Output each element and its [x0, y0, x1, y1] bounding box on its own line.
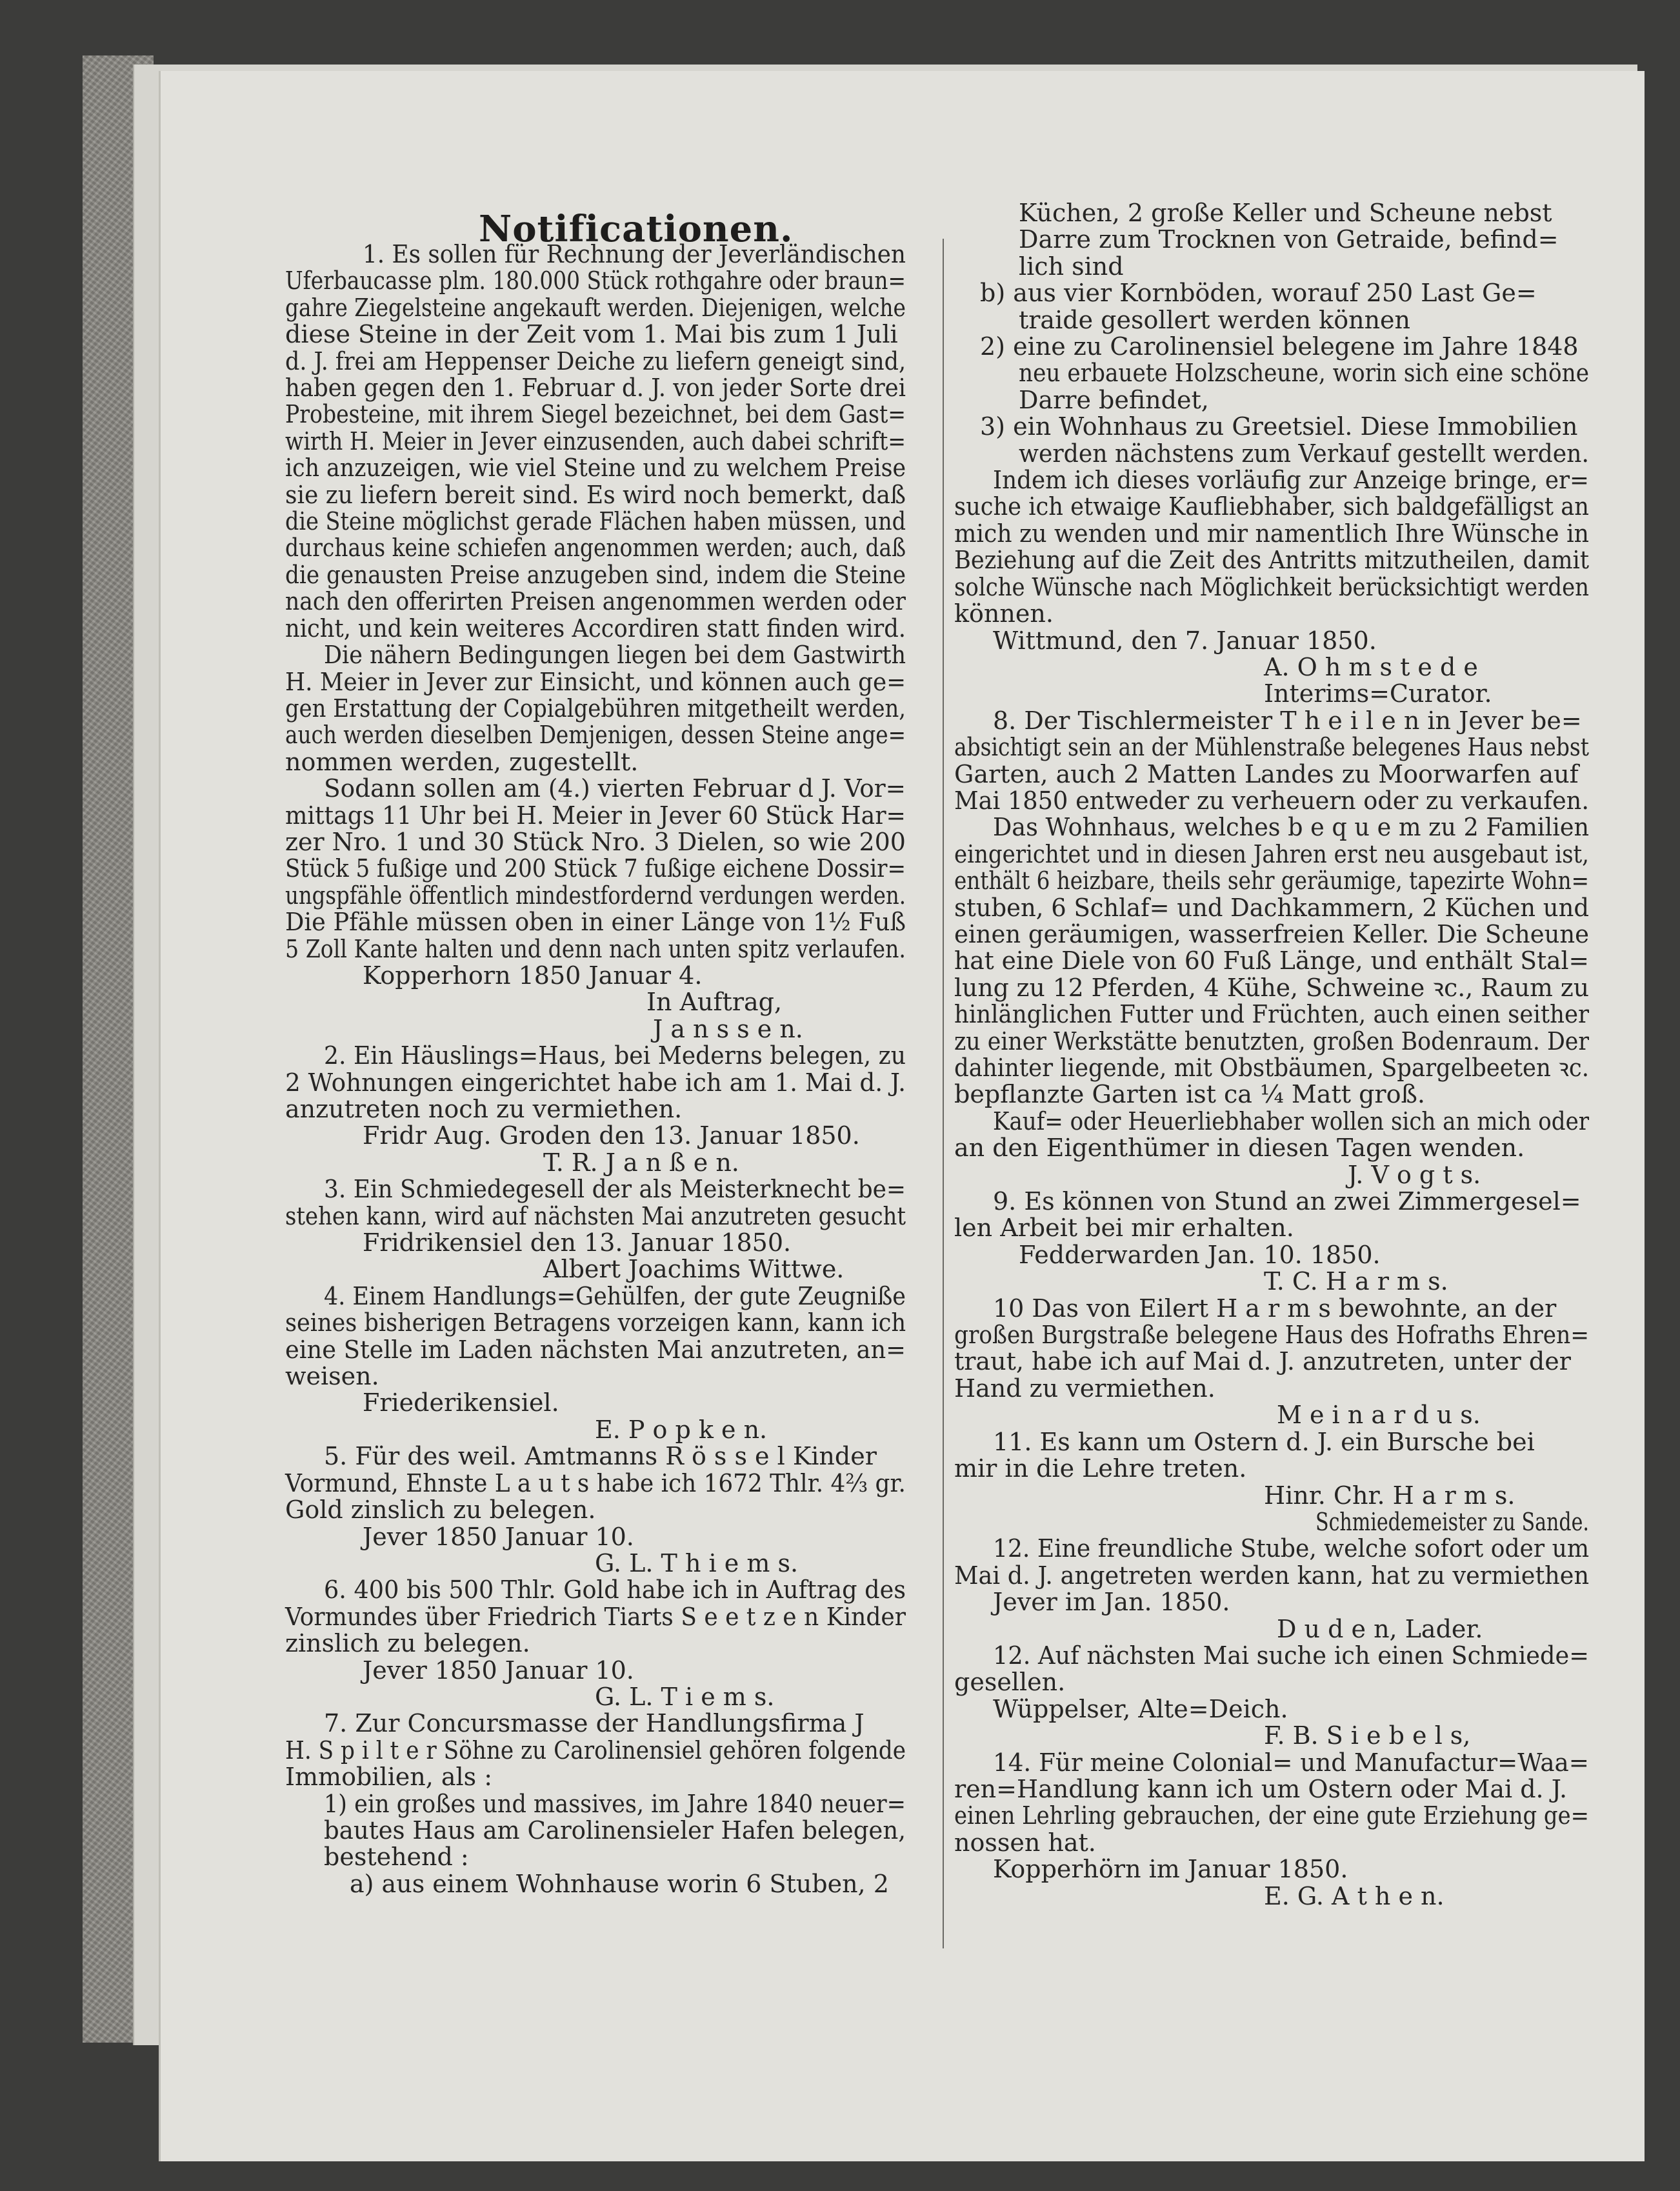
right-column [954, 200, 1589, 1910]
signature-line: J. V o g t s. [1348, 1160, 1481, 1189]
text-line: H. Meier in Jever zur Einsicht, und können auch ge= [285, 667, 906, 696]
text-line: nommen werden, zugestellt. [285, 747, 639, 776]
text-line: Fridrikensiel den 13. Januar 1850. [363, 1228, 792, 1257]
text-line: bautes Haus am Carolinensieler Hafen belegen, [324, 1816, 906, 1845]
text-line: mich zu wenden und mir namentlich Ihre Wünsche in [954, 519, 1590, 548]
text-line: Gold zinslich zu belegen. [285, 1496, 596, 1525]
text-line: seines bisherigen Betragens vorzeigen kann, kann ich [285, 1308, 906, 1337]
signature-line: M e i n a r d u s. [1277, 1401, 1481, 1430]
text-line: Probesteine, mit ihrem Siegel bezeichnet, bei dem Gast= [285, 400, 906, 429]
text-line: mittags 11 Uhr bei H. Meier in Jever 60 Stück Har= [285, 801, 906, 830]
text-line: nicht, und kein weiteres Accordiren statt finden wird. [285, 614, 906, 643]
text-line: b) aus vier Kornböden, worauf 250 Last Ge= [980, 279, 1537, 308]
text-line: mir in die Lehre treten. [954, 1454, 1247, 1483]
text-line: 1. Es sollen für Rechnung der Jeverländischen [363, 240, 906, 268]
text-line: Die nähern Bedingungen liegen bei dem Gastwirth [324, 641, 906, 670]
text-line: 6. 400 bis 500 Thlr. Gold habe ich in Auftrag des [324, 1576, 906, 1605]
text-line: Hand zu vermiethen. [954, 1374, 1215, 1403]
text-line: dahinter liegende, mit Obstbäumen, Spargelbeeten ꝛc. [954, 1054, 1590, 1082]
text-line: Kauf= oder Heuerliebhaber wollen sich an mich oder [993, 1106, 1590, 1136]
text-line: Mai 1850 entweder zu verheuern oder zu verkaufen. [954, 786, 1590, 815]
text-line: len Arbeit bei mir erhalten. [954, 1214, 1294, 1243]
text-line: absichtigt sein an der Mühlenstraße belegenes Haus nebst [954, 733, 1589, 762]
signature-line: Albert Joachims Wittwe. [543, 1255, 845, 1284]
text-line: enthält 6 heizbare, theils sehr geräumige, tapezirte Wohn= [954, 866, 1589, 895]
text-line: Darre befindet, [1019, 385, 1209, 414]
text-line: stehen kann, wird auf nächsten Mai anzutreten gesucht [285, 1201, 906, 1230]
signature-line: J a n s s e n. [653, 1014, 803, 1043]
signature-line: Schmiedemeister zu Sande. [1315, 1507, 1589, 1536]
text-line: an den Eigenthümer in diesen Tagen wenden. [954, 1134, 1525, 1163]
signature-line: Interims=Curator. [1264, 679, 1492, 708]
text-line: Darre zum Trocknen von Getraide, befind= [1019, 225, 1559, 254]
text-line: durchaus keine schiefen angenommen werden; auch, daß [285, 534, 906, 563]
text-line: 8. Der Tischlermeister T h e i l e n in Jever be= [993, 706, 1582, 735]
text-line: Garten, auch 2 Matten Landes zu Moorwarfen auf [954, 759, 1579, 788]
signature-line: D u d e n, Lader. [1277, 1614, 1483, 1643]
signature-line: F. B. S i e b e l s, [1264, 1721, 1471, 1750]
text-line: einen Lehrling gebrauchen, der eine gute Erziehung ge= [954, 1801, 1589, 1830]
text-line: ungspfähle öffentlich mindestfordernd verdungen werden. [285, 881, 906, 910]
text-line: diese Steine in der Zeit vom 1. Mai bis zum 1 Juli [285, 320, 898, 349]
text-line: traide gesollert werden können [1019, 305, 1410, 334]
text-line: nach den offerirten Preisen angenommen werden oder [285, 587, 906, 616]
text-line: gahre Ziegelsteine angekauft werden. Diejenigen, welche [285, 293, 906, 322]
text-line: einen geräumigen, wasserfreien Keller. Die Scheune [954, 919, 1589, 948]
text-line: Küchen, 2 große Keller und Scheune nebst [1019, 199, 1552, 227]
signature-line: E. P o p k e n. [595, 1415, 768, 1444]
text-line: Friederikensiel. [363, 1388, 559, 1417]
text-line: 11. Es kann um Ostern d. J. ein Bursche bei [993, 1427, 1535, 1456]
text-line: 4. Einem Handlungs=Gehülfen, der gute Zeugniße [324, 1281, 906, 1310]
signature-line: G. L. T h i e m s. [595, 1548, 799, 1577]
signature-line: Hinr. Chr. H a r m s. [1264, 1481, 1515, 1510]
signature-line: T. C. H a r m s. [1264, 1267, 1448, 1296]
text-line: ren=Handlung kann ich um Ostern oder Mai d. J. [954, 1774, 1568, 1803]
text-line: wirth H. Meier in Jever einzusenden, auch dabei schrift= [285, 426, 906, 455]
column-divider [943, 239, 944, 1948]
text-line: Indem ich dieses vorläufig zur Anzeige bringe, er= [993, 466, 1589, 495]
text-line: sie zu liefern bereit sind. Es wird noch bemerkt, daß [285, 480, 906, 509]
text-line: 2. Ein Häuslings=Haus, bei Mederns belegen, zu [324, 1041, 906, 1070]
text-line: Die Pfähle müssen oben in einer Länge von 1½ Fuß [285, 908, 906, 937]
text-line: Uferbaucasse plm. 180.000 Stück rothgahre oder braun= [285, 266, 906, 295]
text-line: ich anzuzeigen, wie viel Steine und zu welchem Preise [285, 454, 906, 483]
text-line: Wüppelser, Alte=Deich. [993, 1694, 1288, 1723]
page-heading: Notificationen. [479, 208, 794, 250]
text-line: 10 Das von Eilert H a r m s bewohnte, an der [993, 1294, 1557, 1323]
text-line: H. S p i l t e r Söhne zu Carolinensiel gehören folgende [285, 1736, 906, 1765]
signature-line: In Auftrag, [646, 988, 783, 1017]
text-line: 12. Eine freundliche Stube, welche sofort oder um [993, 1534, 1590, 1563]
text-line: Jever im Jan. 1850. [993, 1588, 1230, 1617]
text-line: zinslich zu belegen. [285, 1629, 530, 1658]
left-column [285, 200, 906, 1897]
text-line: können. [954, 599, 1054, 628]
text-line: d. J. frei am Heppenser Deiche zu liefern geneigt sind, [285, 346, 906, 375]
text-line: traut, habe ich auf Mai d. J. anzutreten, unter der [954, 1347, 1571, 1376]
text-line: die Steine möglichst gerade Flächen haben müssen, und [285, 507, 906, 536]
text-line: Beziehung auf die Zeit des Antritts mitzutheilen, damit [954, 546, 1589, 575]
text-line: Jever 1850 Januar 10. [363, 1522, 634, 1551]
text-line: lich sind [1019, 252, 1124, 281]
signature-line: G. L. T i e m s. [595, 1682, 775, 1711]
text-line: 1) ein großes und massives, im Jahre 1840 neuer= [324, 1789, 906, 1818]
text-line: lung zu 12 Pferden, 4 Kühe, Schweine ꝛc., Raum zu [954, 973, 1589, 1002]
text-line: Jever 1850 Januar 10. [363, 1656, 634, 1685]
text-line: 3) ein Wohnhaus zu Greetsiel. Diese Immobilien [980, 412, 1578, 441]
text-line: eine Stelle im Laden nächsten Mai anzutreten, an= [285, 1335, 906, 1364]
text-line: auch werden dieselben Demjenigen, dessen Steine ange= [285, 721, 906, 750]
text-line: weisen. [285, 1362, 379, 1391]
text-line: anzutreten noch zu vermiethen. [285, 1095, 683, 1123]
text-line: zu einer Werkstätte benutzten, großen Bodenraum. Der [954, 1026, 1589, 1055]
text-line: a) aus einem Wohnhause worin 6 Stuben, 2 [350, 1869, 889, 1898]
text-line: gesellen. [954, 1668, 1066, 1697]
text-line: 5 Zoll Kante halten und denn nach unten spitz verlaufen. [285, 934, 906, 963]
text-line: Kopperhorn 1850 Januar 4. [363, 961, 703, 990]
text-line: stuben, 6 Schlaf= und Dachkammern, 2 Küchen und [954, 893, 1589, 922]
text-line: 3. Ein Schmiedegesell der als Meisterknecht be= [324, 1175, 906, 1204]
text-line: Wittmund, den 7. Januar 1850. [993, 626, 1377, 655]
text-line: Sodann sollen am (4.) vierten Februar d J. Vor= [324, 774, 906, 803]
text-line: gen Erstattung der Copialgebühren mitgetheilt werden, [285, 694, 906, 723]
text-line: haben gegen den 1. Februar d. J. von jeder Sorte drei [285, 374, 906, 403]
signature-line: T. R. J a n ß e n. [543, 1148, 739, 1177]
text-line: Kopperhörn im Januar 1850. [993, 1855, 1348, 1884]
text-line: 7. Zur Concursmasse der Handlungsfirma J [324, 1709, 865, 1738]
text-line: hinlänglichen Futter und Früchten, auch einen seither [954, 1000, 1590, 1029]
text-line: die genausten Preise anzugeben sind, indem die Steine [285, 560, 906, 589]
text-line: Immobilien, als : [285, 1763, 493, 1792]
text-line: zer Nro. 1 und 30 Stück Nro. 3 Dielen, so wie 200 [285, 827, 906, 856]
text-line: 2 Wohnungen eingerichtet habe ich am 1. Mai d. J. [285, 1068, 906, 1097]
text-line: Fridr Aug. Groden den 13. Januar 1850. [363, 1121, 860, 1150]
text-line: hat eine Diele von 60 Fuß Länge, und enthält Stal= [954, 946, 1589, 975]
text-line: Vormundes über Friedrich Tiarts S e e t z e n Kinder [285, 1602, 906, 1631]
text-line: werden nächstens zum Verkauf gestellt werden. [1019, 439, 1589, 468]
text-line: Fedderwarden Jan. 10. 1850. [1019, 1240, 1381, 1269]
text-line: Mai d. J. angetreten werden kann, hat zu vermiethen [954, 1561, 1590, 1590]
text-line: großen Burgstraße belegene Haus des Hofraths Ehren= [954, 1321, 1589, 1350]
text-line: Vormund, Ehnste L a u t s habe ich 1672 Thlr. 4⅔ gr. [285, 1468, 906, 1497]
text-line: eingerichtet und in diesen Jahren erst neu ausgebaut ist, [954, 839, 1589, 868]
text-line: 14. Für meine Colonial= und Manufactur=Waa= [993, 1748, 1589, 1777]
text-line: 9. Es können von Stund an zwei Zimmergesel= [993, 1187, 1581, 1216]
text-line: 5. Für des weil. Amtmanns R ö s s e l Kinder [324, 1442, 877, 1471]
signature-line: A. O h m s t e d e [1264, 652, 1478, 681]
text-line: neu erbauete Holzscheune, worin sich eine schöne [1019, 359, 1589, 388]
text-line: Das Wohnhaus, welches b e q u e m zu 2 Familien [993, 813, 1590, 842]
text-line: Stück 5 fußige und 200 Stück 7 fußige eichene Dossir= [285, 854, 906, 883]
text-line: bestehend : [324, 1843, 469, 1872]
text-line: suche ich etwaige Kaufliebhaber, sich baldgefälligst an [954, 492, 1589, 521]
signature-line: E. G. A t h e n. [1264, 1881, 1445, 1910]
text-line: solche Wünsche nach Möglichkeit berücksichtigt werden [954, 572, 1590, 601]
text-line: 2) eine zu Carolinensiel belegene im Jahre 1848 [980, 332, 1579, 361]
text-line: bepflanzte Garten ist ca ¼ Matt groß. [954, 1080, 1425, 1109]
text-line: 12. Auf nächsten Mai suche ich einen Schmiede= [993, 1641, 1590, 1670]
text-line: nossen hat. [954, 1828, 1096, 1857]
